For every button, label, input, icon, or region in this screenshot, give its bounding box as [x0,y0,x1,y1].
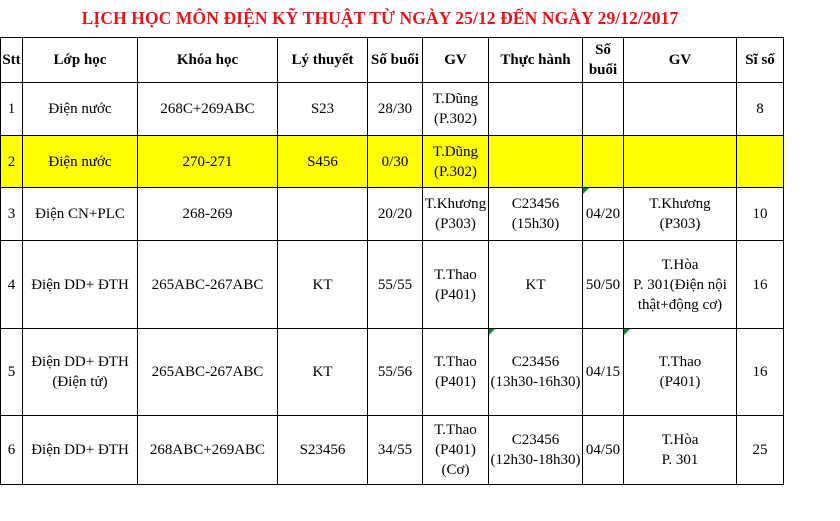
cell-gv: T.Dũng (P.302) [423,83,489,136]
cell-gv-th [624,136,737,188]
header-gv: GV [423,38,489,83]
header-stt: Stt [1,38,23,83]
cell-gv-th: T.Khương (P303) [624,188,737,241]
cell-si-so: 16 [737,329,784,416]
cell-thuc-hanh [489,136,583,188]
cell-gv: T.Thao (P401) [423,329,489,416]
cell-khoa-hoc: 265ABC-267ABC [138,241,278,329]
cell-gv-th [624,83,737,136]
cell-khoa-hoc: 265ABC-267ABC [138,329,278,416]
cell-lop-hoc: Điện nước [23,136,138,188]
cell-lop-hoc: Điện nước [23,83,138,136]
cell-thuc-hanh: C23456 (13h30-16h30) [489,329,583,416]
cell-gv: T.Thao (P401) [423,241,489,329]
header-thuc-hanh: Thực hành [489,38,583,83]
cell-so-buoi: 0/30 [368,136,423,188]
cell-gv-th: T.Hòa P. 301(Điện nội thật+động cơ) [624,241,737,329]
header-khoa-hoc: Khóa học [138,38,278,83]
table-row [1,329,784,416]
table-row [1,83,784,136]
cell-ly-thuyet: S23 [278,83,368,136]
cell-gv-th: T.Hòa P. 301 [624,416,737,485]
header-so-buoi: Số buổi [368,38,423,83]
header-ly-thuyet: Lý thuyết [278,38,368,83]
cell-lop-hoc: Điện DD+ ĐTH [23,241,138,329]
cell-khoa-hoc: 268C+269ABC [138,83,278,136]
cell-so-buoi: 55/56 [368,329,423,416]
cell-si-so: 8 [737,83,784,136]
header-si-so: Sĩ số [737,38,784,83]
header-so-buoi-th: Số buổi [583,38,624,83]
cell-so-buoi: 28/30 [368,83,423,136]
cell-ly-thuyet: S456 [278,136,368,188]
table-row [1,241,784,329]
cell-gv-th: T.Thao (P401) [624,329,737,416]
table-row [1,188,784,241]
cell-so-buoi: 34/55 [368,416,423,485]
cell-stt: 4 [1,241,23,329]
cell-thuc-hanh: KT [489,241,583,329]
cell-stt: 5 [1,329,23,416]
cell-so-buoi: 20/20 [368,188,423,241]
cell-stt: 1 [1,83,23,136]
cell-gv: T.Thao (P401) (Cơ) [423,416,489,485]
cell-so-buoi-th: 04/50 [583,416,624,485]
cell-thuc-hanh: C23456 (12h30-18h30) [489,416,583,485]
schedule-title: LỊCH HỌC MÔN ĐIỆN KỸ THUẬT TỪ NGÀY 25/12 ĐẾN NGÀY 29/12/2017 [81,8,679,28]
cell-stt: 2 [1,136,23,188]
cell-ly-thuyet: KT [278,329,368,416]
cell-ly-thuyet [278,188,368,241]
cell-gv: T.Dũng (P.302) [423,136,489,188]
cell-lop-hoc: Điện DD+ ĐTH (Điện tử) [23,329,138,416]
cell-stt: 3 [1,188,23,241]
header-lop-hoc: Lớp học [23,38,138,83]
cell-so-buoi-th: 04/20 [583,188,624,241]
cell-lop-hoc: Điện CN+PLC [23,188,138,241]
cell-khoa-hoc: 270-271 [138,136,278,188]
cell-si-so [737,136,784,188]
cell-ly-thuyet: KT [278,241,368,329]
table-row-highlighted [1,136,784,188]
cell-ly-thuyet: S23456 [278,416,368,485]
cell-si-so: 16 [737,241,784,329]
cell-si-so: 25 [737,416,784,485]
table-row [1,416,784,485]
schedule-table [0,37,784,485]
cell-stt: 6 [1,416,23,485]
cell-si-so: 10 [737,188,784,241]
cell-khoa-hoc: 268ABC+269ABC [138,416,278,485]
cell-so-buoi-th: 50/50 [583,241,624,329]
header-row [1,38,784,83]
cell-gv: T.Khương (P303) [423,188,489,241]
cell-so-buoi: 55/55 [368,241,423,329]
cell-so-buoi-th [583,136,624,188]
header-gv-th: GV [624,38,737,83]
cell-thuc-hanh [489,83,583,136]
cell-lop-hoc: Điện DD+ ĐTH [23,416,138,485]
cell-so-buoi-th [583,83,624,136]
cell-khoa-hoc: 268-269 [138,188,278,241]
cell-thuc-hanh: C23456 (15h30) [489,188,583,241]
cell-so-buoi-th: 04/15 [583,329,624,416]
